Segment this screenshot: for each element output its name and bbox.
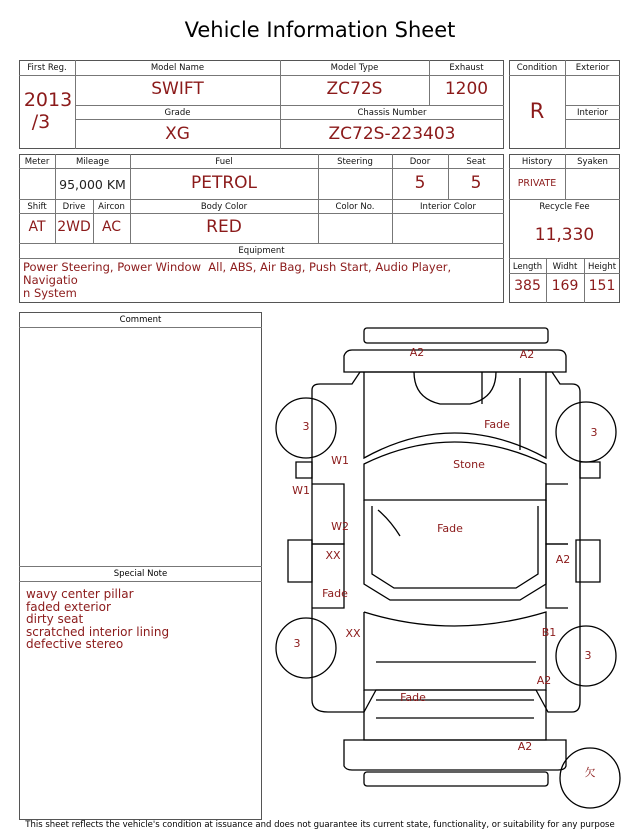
history-value: PRIVATE [517,178,557,189]
fuel-value: PETROL [190,173,258,193]
aircon-value: AC [101,219,122,235]
fuel-label: Fuel [215,157,233,167]
grade-value: XG [165,124,190,144]
seat-value: 5 [470,173,482,193]
special-note-item: dirty seat [26,612,84,626]
color-no-label: Color No. [335,202,375,212]
width-label: Widht [552,262,578,272]
damage-mark: 3 [584,649,592,662]
damage-mark: A2 [517,740,533,753]
model-type-label: Model Type [330,63,379,73]
damage-mark: 3 [293,637,301,650]
damage-mark: W1 [331,454,349,467]
aircon-label: Aircon [98,202,125,212]
syaken-label: Syaken [577,157,608,167]
exhaust-value: 1200 [444,79,489,99]
chassis-number-value: ZC72S-223403 [328,124,456,144]
drive-label: Drive [62,202,86,212]
shift-label: Shift [27,202,47,212]
disclaimer-footer: This sheet reflects the vehicle's condition at issuance and does not guarantee its current state, functionality, or suitability for any purpose [25,820,615,830]
height-label: Height [587,262,617,272]
width-value: 169 [551,278,579,294]
seat-label: Seat [466,157,486,167]
damage-mark: Fade [437,522,463,535]
damage-mark: A2 [555,553,571,566]
damage-mark: W2 [331,520,349,533]
first-reg-year: 2013 [23,89,73,111]
special-note-item: faded exterior [26,599,111,614]
interior-color-label: Interior Color [420,202,476,212]
damage-mark: Fade [322,587,348,600]
condition-label: Condition [516,63,558,73]
mileage-value: 95,000 KM [59,177,126,192]
drive-value: 2WD [57,219,91,235]
damage-mark: Stone [453,458,485,471]
special-note-item: defective stereo [26,637,124,651]
exhaust-label: Exhaust [449,63,484,73]
damage-mark: XX [345,627,361,640]
recycle-fee-value: 11,330 [534,225,595,245]
door-value: 5 [414,173,426,193]
history-label: History [521,157,553,167]
damage-mark: 3 [590,426,598,439]
damage-mark: Fade [400,691,426,704]
damage-mark: B1 [541,626,557,639]
damage-mark: A2 [536,674,552,687]
model-name-value: SWIFT [151,79,204,99]
first-reg-month: /3 [31,111,51,133]
special-note-label: Special Note [113,569,168,579]
comment-label: Comment [119,315,162,325]
car-damage-diagram [262,312,640,820]
shift-value: AT [28,219,46,235]
model-type-value: ZC72S [326,79,383,99]
damage-mark: A2 [409,346,425,359]
grade-label: Grade [164,108,191,118]
body-color-label: Body Color [200,202,248,212]
meter-label: Meter [24,157,50,167]
special-note-list [26,588,256,651]
length-value: 385 [514,278,541,294]
special-note-item: wavy center pillar [26,587,134,601]
recycle-fee-label: Recycle Fee [539,202,590,212]
door-label: Door [409,157,431,167]
mileage-label: Mileage [75,157,110,167]
damage-mark: W1 [292,484,310,497]
height-value: 151 [588,278,616,294]
damage-mark: XX [325,549,341,562]
sheet-title: Vehicle Information Sheet [184,18,456,42]
damage-mark: 欠 [584,766,596,779]
damage-mark: A2 [519,348,535,361]
interior-label: Interior [576,108,608,118]
condition-value: R [529,99,545,123]
model-name-label: Model Name [150,63,205,73]
chassis-number-label: Chassis Number [357,108,427,118]
special-note-item: scratched interior lining [26,624,170,639]
steering-label: Steering [337,157,373,167]
body-color-value: RED [206,217,242,237]
first-reg-label: First Reg. [27,63,67,73]
equipment-value: Power Steering, Power Window All, ABS, Air Bag, Push Start, Audio Player, Navigatio n System [23,260,452,300]
damage-mark: 3 [302,420,310,433]
length-label: Length [512,262,543,272]
exterior-label: Exterior [575,63,610,73]
damage-mark: Fade [484,418,510,431]
equipment-label: Equipment [238,246,285,256]
